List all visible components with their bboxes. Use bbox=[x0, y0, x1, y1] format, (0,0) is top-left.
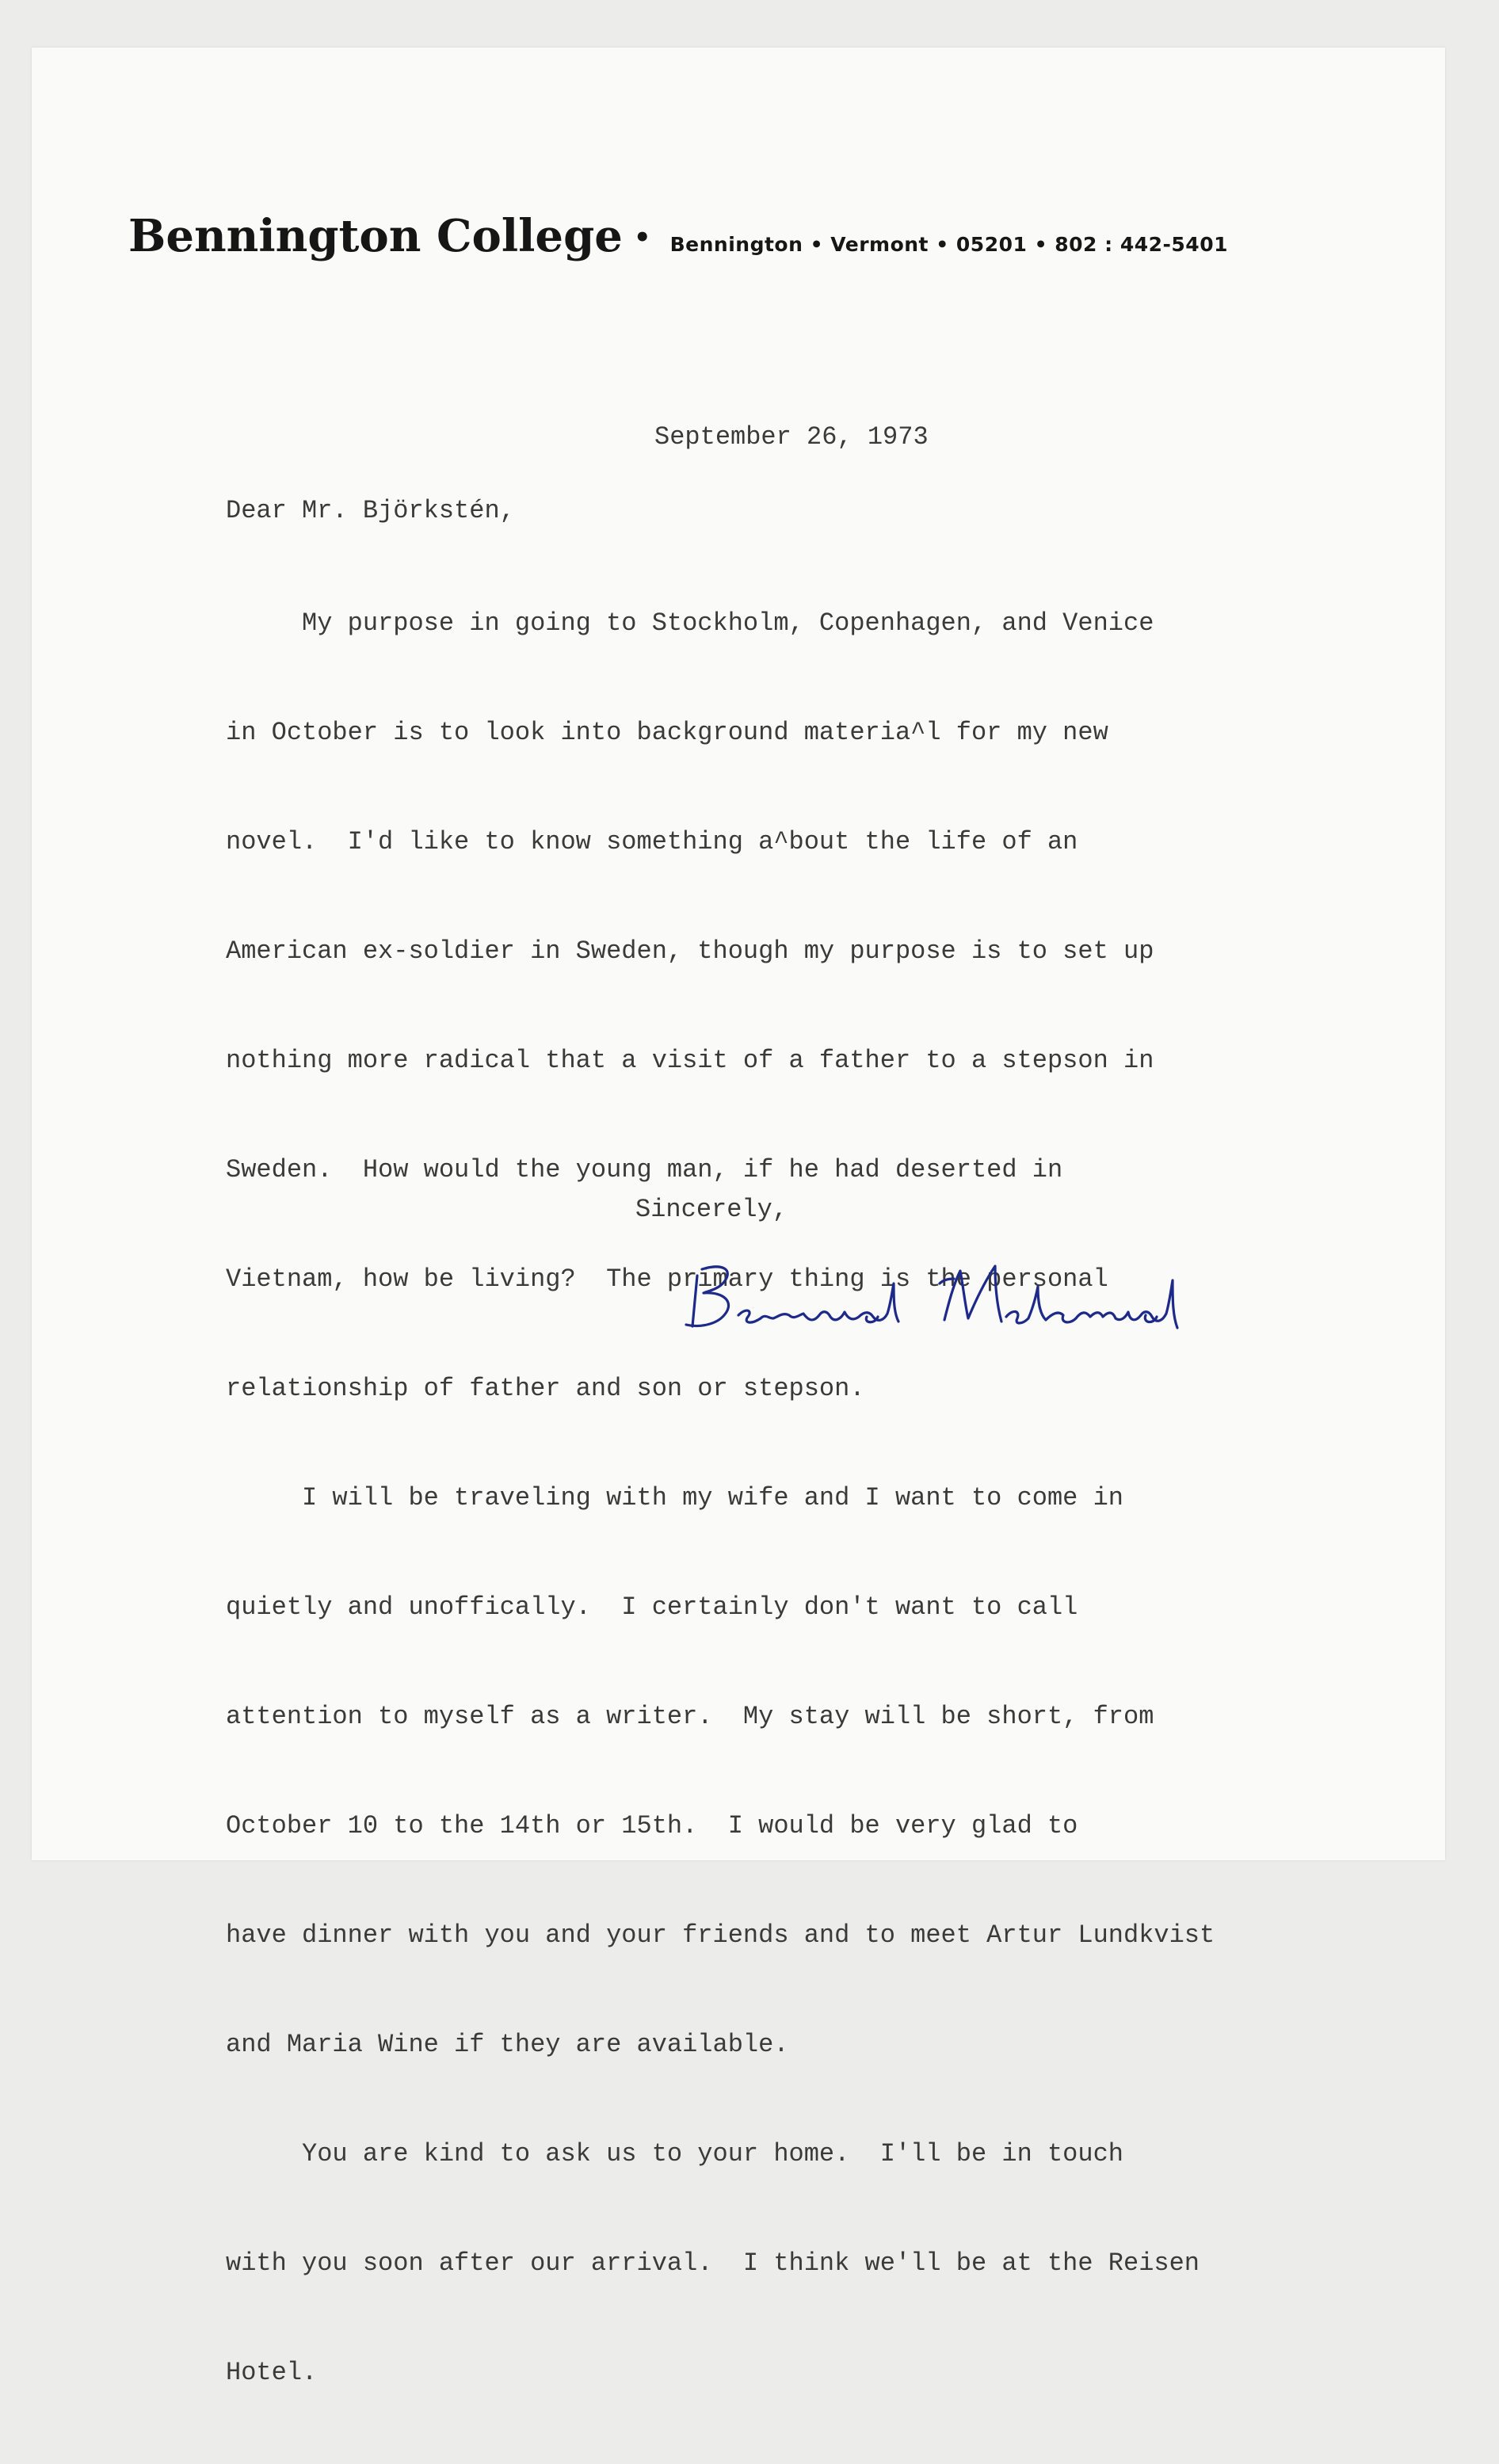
salutation: Dear Mr. Björkstén, bbox=[226, 496, 515, 525]
closing: Sincerely, bbox=[635, 1195, 788, 1224]
college-name: Bennington College bbox=[128, 210, 623, 262]
body-line: relationship of father and son or stepson. bbox=[226, 1374, 865, 1403]
body-line: attention to myself as a writer. My stay will be short, from bbox=[226, 1702, 1154, 1731]
handwritten-signature bbox=[675, 1252, 1277, 1363]
letterhead-address: Bennington • Vermont • 05201 • 802 : 442-5401 bbox=[669, 233, 1228, 256]
signature-drawing bbox=[675, 1252, 1277, 1363]
body-line: nothing more radical that a visit of a father to a stepson in bbox=[226, 1046, 1154, 1075]
body-line: October 10 to the 14th or 15th. I would be very glad to bbox=[226, 1811, 1078, 1840]
body-line: Sweden. How would the young man, if he had deserted in bbox=[226, 1155, 1063, 1184]
body-line: You are kind to ask us to your home. I'll be in touch bbox=[226, 2139, 1123, 2168]
body-line: Vietnam, how be living? The primary thing is the personal bbox=[226, 1264, 1108, 1294]
body-line: I will be traveling with my wife and I want to come in bbox=[226, 1483, 1123, 1512]
body-line: have dinner with you and your friends and to meet Artur Lundkvist bbox=[226, 1920, 1215, 1950]
letter-sheet bbox=[32, 48, 1445, 2387]
letter-date: September 26, 1973 bbox=[654, 422, 929, 452]
body-line: My purpose in going to Stockholm, Copenhagen, and Venice bbox=[226, 608, 1154, 638]
body-line: with you soon after our arrival. I think we'll be at the Reisen bbox=[226, 2248, 1200, 2278]
body-line: novel. I'd like to know something a^bout the life of an bbox=[226, 827, 1078, 856]
letter-body bbox=[226, 532, 1215, 2464]
letterhead-separator: • bbox=[633, 222, 651, 254]
body-line: and Maria Wine if they are available. bbox=[226, 2030, 789, 2059]
body-line: Hotel. bbox=[226, 2358, 318, 2387]
body-line: American ex-soldier in Sweden, though my purpose is to set up bbox=[226, 936, 1154, 966]
letterhead bbox=[128, 210, 1228, 262]
body-line: in October is to look into background materia^l for my new bbox=[226, 718, 1108, 747]
body-line: quietly and unoffically. I certainly don't want to call bbox=[226, 1592, 1078, 1622]
